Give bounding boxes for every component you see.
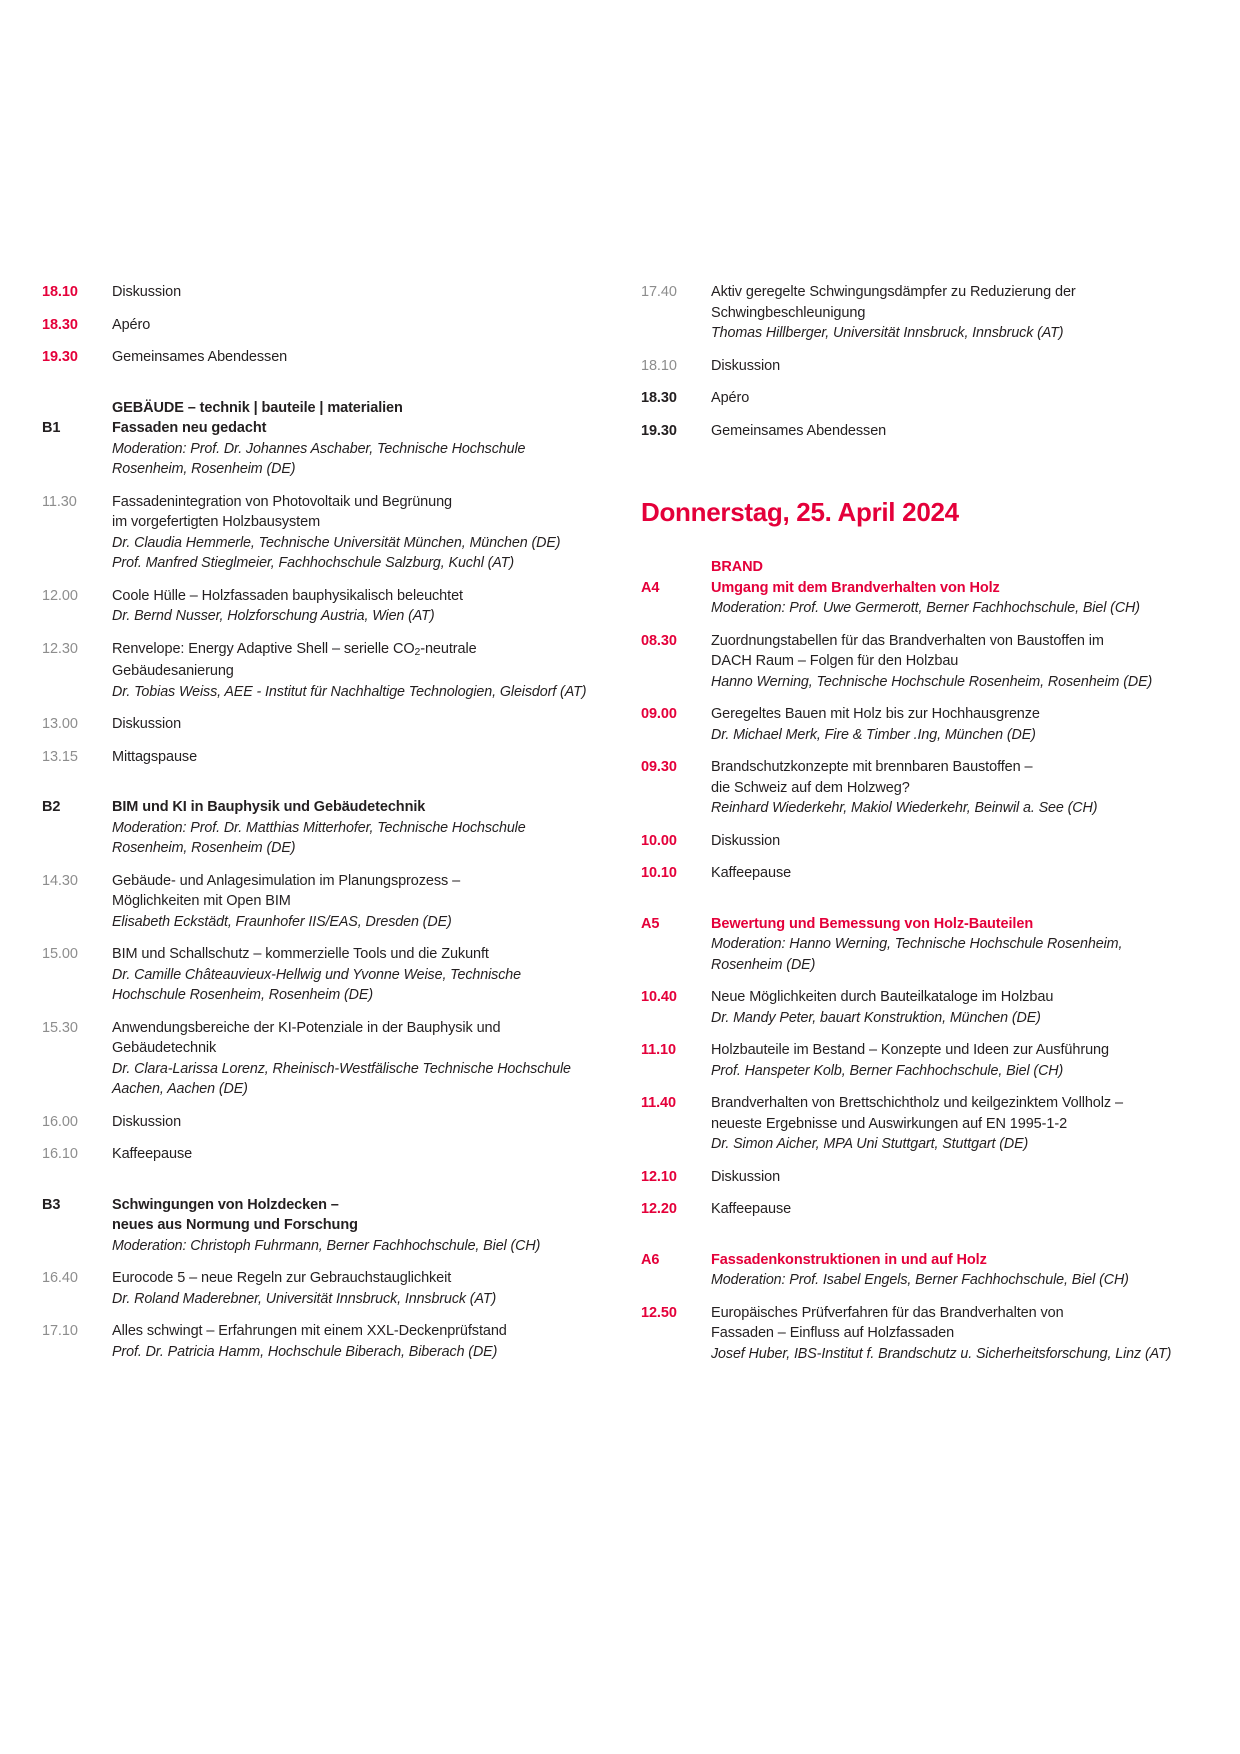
session-moderation: Moderation: Prof. Dr. Matthias Mitterhofer, Technische Hochschule Rosenheim, Rosenheim (DE) — [112, 819, 526, 856]
entry-time: 15.00 — [42, 946, 78, 962]
session-header-body — [112, 797, 598, 859]
entry-time: 10.10 — [641, 865, 677, 881]
session-title: Fassadenkonstruktionen in und auf Holz — [711, 1251, 987, 1268]
entry-title: Diskussion — [112, 1113, 182, 1130]
session-header-body — [711, 914, 1197, 976]
entry-time: 10.00 — [641, 832, 677, 849]
entry-time: 18.30 — [42, 316, 78, 333]
entry-time: 10.40 — [641, 989, 677, 1005]
entry-time: 15.30 — [42, 1019, 78, 1036]
entry-body — [112, 1268, 598, 1309]
entry-title: Fassaden – Einfluss auf Holzfassaden — [711, 1325, 955, 1341]
entry-title: Apéro — [112, 316, 151, 333]
program-entry — [42, 871, 598, 933]
entry-speaker: Dr. Michael Merk, Fire & Timber .Ing, München (DE) — [711, 726, 1036, 743]
entry-title: Gemeinsames Abendessen — [112, 349, 288, 365]
entry-speaker: Prof. Manfred Stieglmeier, Fachhochschule Salzburg, Kuchl (AT) — [112, 555, 514, 571]
session-track-label: GEBÄUDE – technik | bauteile | materialien — [112, 399, 403, 416]
entry-time: 18.30 — [641, 390, 677, 406]
entry-body — [112, 747, 598, 768]
entry-time: 12.00 — [42, 587, 78, 604]
entry-body — [711, 1199, 1197, 1220]
entry-body — [112, 714, 598, 735]
entry-title: BIM und Schallschutz – kommerzielle Tools und die Zukunft — [112, 946, 489, 962]
session-header-body — [711, 1250, 1197, 1291]
program-entry — [42, 1321, 598, 1362]
program-entry — [641, 704, 1197, 745]
entry-title: Coole Hülle – Holzfassaden bauphysikalisch beleuchtet — [112, 587, 463, 604]
session-code: A6 — [641, 1251, 660, 1268]
entry-title: Diskussion — [711, 832, 781, 849]
program-entry — [42, 282, 598, 303]
entry-title: Diskussion — [711, 1168, 781, 1185]
entry-body — [112, 944, 598, 1006]
session-title: Bewertung und Bemessung von Holz-Bauteilen — [711, 915, 1034, 932]
entry-speaker: Hanno Werning, Technische Hochschule Rosenheim, Rosenheim (DE) — [711, 673, 1153, 690]
entry-title: DACH Raum – Folgen für den Holzbau — [711, 653, 959, 669]
entry-time: 18.10 — [641, 357, 677, 374]
entry-title: Anwendungsbereiche der KI-Potenziale in der Bauphysik und — [112, 1019, 501, 1036]
entry-body — [711, 421, 1197, 442]
entry-title: Eurocode 5 – neue Regeln zur Gebrauchstauglichkeit — [112, 1270, 452, 1286]
entry-time: 12.30 — [42, 640, 78, 657]
program-entry — [641, 1167, 1197, 1188]
entry-time: 19.30 — [641, 422, 677, 439]
entry-speaker: Dr. Simon Aicher, MPA Uni Stuttgart, Stuttgart (DE) — [711, 1136, 1029, 1152]
entry-title: Alles schwingt – Erfahrungen mit einem XXL-Deckenprüfstand — [112, 1323, 507, 1339]
two-column-layout — [42, 282, 1198, 1376]
program-entry — [42, 1144, 598, 1165]
session-track-label: BRAND — [711, 559, 763, 575]
program-entry — [42, 492, 598, 574]
program-entry — [42, 1112, 598, 1133]
program-entry — [641, 282, 1197, 344]
entry-body — [711, 356, 1197, 377]
entry-title: im vorgefertigten Holzbausystem — [112, 514, 321, 530]
entry-time: 18.10 — [42, 284, 78, 300]
program-entry — [42, 714, 598, 735]
entry-body — [711, 1040, 1197, 1081]
session-moderation: Moderation: Prof. Uwe Germerott, Berner Fachhochschule, Biel (CH) — [711, 600, 1140, 616]
entry-title: Diskussion — [112, 716, 182, 732]
entry-time: 12.10 — [641, 1168, 677, 1185]
entry-title: Brandschutzkonzepte mit brennbaren Baustoffen – — [711, 759, 1033, 775]
session-title: Fassaden neu gedacht — [112, 420, 267, 436]
entry-speaker: Prof. Hanspeter Kolb, Berner Fachhochschule, Biel (CH) — [711, 1062, 1064, 1079]
entry-title: die Schweiz auf dem Holzweg? — [711, 779, 910, 796]
entry-title: Diskussion — [711, 357, 781, 374]
entry-body — [711, 1167, 1197, 1188]
entry-time: 13.00 — [42, 716, 78, 732]
entry-title: Schwingbeschleunigung — [711, 304, 866, 321]
entry-body — [711, 757, 1197, 819]
right-column — [641, 282, 1197, 1376]
entry-body — [711, 388, 1197, 409]
program-entry — [641, 1199, 1197, 1220]
entry-body — [711, 831, 1197, 852]
session-header — [641, 1250, 1197, 1291]
entry-speaker: Dr. Tobias Weiss, AEE - Institut für Nachhaltige Technologien, Gleisdorf (AT) — [112, 683, 587, 700]
session-code: B3 — [42, 1196, 61, 1213]
program-entry — [42, 1268, 598, 1309]
entry-time: 11.30 — [42, 493, 77, 510]
entry-title: Zuordnungstabellen für das Brandverhalten von Baustoffen im — [711, 632, 1104, 649]
entry-body — [112, 871, 598, 933]
entry-title: neueste Ergebnisse und Auswirkungen auf EN 1995-1-2 — [711, 1115, 1068, 1132]
session-code: A5 — [641, 915, 660, 932]
program-entry — [641, 863, 1197, 884]
entry-time: 13.15 — [42, 748, 78, 765]
program-entry — [42, 347, 598, 368]
session-title: Schwingungen von Holzdecken – — [112, 1196, 339, 1213]
entry-body — [112, 1144, 598, 1165]
entry-body — [711, 282, 1197, 344]
entry-title: Diskussion — [112, 284, 182, 300]
entry-title: Fassadenintegration von Photovoltaik und Begrünung — [112, 493, 453, 510]
entry-body — [711, 1093, 1197, 1155]
entry-speaker: Dr. Camille Châteauvieux-Hellwig und Yvonne Weise, Technische Hochschule Rosenheim, Rosenheim (DE) — [112, 966, 521, 1003]
session-header — [42, 797, 598, 859]
program-entry — [641, 1303, 1197, 1365]
entry-title: Apéro — [711, 390, 750, 406]
entry-time: 16.10 — [42, 1146, 78, 1162]
left-column — [42, 282, 598, 1376]
entry-body — [112, 315, 598, 336]
entry-time: 11.40 — [641, 1095, 676, 1111]
entry-title: Europäisches Prüfverfahren für das Brandverhalten von — [711, 1304, 1064, 1321]
program-entry — [641, 356, 1197, 377]
session-title: Umgang mit dem Brandverhalten von Holz — [711, 579, 1000, 596]
program-entry — [42, 586, 598, 627]
entry-body — [711, 704, 1197, 745]
entry-title: Brandverhalten von Brettschichtholz und keilgezinktem Vollholz – — [711, 1095, 1123, 1111]
entry-time: 16.00 — [42, 1113, 78, 1130]
entry-body — [112, 1321, 598, 1362]
entry-speaker: Reinhard Wiederkehr, Makiol Wiederkehr, Beinwil a. See (CH) — [711, 800, 1098, 816]
session-header-body — [711, 557, 1197, 619]
entry-time: 12.20 — [641, 1201, 677, 1217]
entry-time: 09.30 — [641, 759, 677, 775]
session-title: neues aus Normung und Forschung — [112, 1217, 358, 1233]
session-moderation: Moderation: Christoph Fuhrmann, Berner Fachhochschule, Biel (CH) — [112, 1237, 541, 1254]
session-header-body — [112, 1195, 598, 1257]
program-entry — [641, 388, 1197, 409]
entry-title: Geregeltes Bauen mit Holz bis zur Hochhausgrenze — [711, 706, 1040, 722]
entry-body — [711, 863, 1197, 884]
session-code: B1 — [42, 420, 61, 436]
entry-time: 14.30 — [42, 872, 78, 889]
entry-time: 17.10 — [42, 1323, 78, 1339]
entry-title: Kaffeepause — [711, 1201, 792, 1217]
entry-title: Gebäude- und Anlagesimulation im Planungsprozess – — [112, 872, 461, 889]
program-entry — [641, 1040, 1197, 1081]
session-header-body — [112, 398, 598, 480]
entry-title: Gemeinsames Abendessen — [711, 422, 887, 439]
program-entry — [641, 631, 1197, 693]
session-title: BIM und KI in Bauphysik und Gebäudetechnik — [112, 799, 426, 815]
left-closing-entries — [42, 282, 598, 368]
entry-title: Mittagspause — [112, 748, 198, 765]
entry-body — [112, 282, 598, 303]
session-header — [641, 914, 1197, 976]
session-code: B2 — [42, 799, 61, 815]
program-entry — [42, 315, 598, 336]
entry-speaker: Thomas Hillberger, Universität Innsbruck, Innsbruck (AT) — [711, 325, 1064, 341]
session-moderation: Moderation: Prof. Isabel Engels, Berner Fachhochschule, Biel (CH) — [711, 1272, 1129, 1288]
entry-speaker: Prof. Dr. Patricia Hamm, Hochschule Biberach, Biberach (DE) — [112, 1343, 498, 1360]
entry-speaker: Dr. Claudia Hemmerle, Technische Universität München, München (DE) — [112, 534, 561, 551]
entry-body — [112, 586, 598, 627]
entry-body — [112, 492, 598, 574]
right-sessions — [641, 557, 1197, 1364]
entry-body — [711, 631, 1197, 693]
entry-speaker: Dr. Clara-Larissa Lorenz, Rheinisch-Westfälische Technische Hochschule Aachen, Aachen (DE) — [112, 1060, 571, 1097]
entry-speaker: Josef Huber, IBS-Institut f. Brandschutz u. Sicherheitsforschung, Linz (AT) — [711, 1345, 1172, 1362]
entry-title: Aktiv geregelte Schwingungsdämpfer zu Reduzierung der — [711, 284, 1076, 300]
entry-speaker: Elisabeth Eckstädt, Fraunhofer IIS/EAS, Dresden (DE) — [112, 913, 452, 930]
session-header — [42, 1195, 598, 1257]
session-header — [42, 398, 598, 480]
entry-title: Kaffeepause — [711, 865, 792, 881]
program-entry — [641, 757, 1197, 819]
entry-time: 16.40 — [42, 1270, 78, 1286]
program-entry — [641, 421, 1197, 442]
session-moderation: Moderation: Hanno Werning, Technische Hochschule Rosenheim, Rosenheim (DE) — [711, 936, 1123, 973]
entry-title: Kaffeepause — [112, 1146, 193, 1162]
entry-speaker: Dr. Roland Maderebner, Universität Innsbruck, Innsbruck (AT) — [112, 1290, 497, 1307]
program-entry — [641, 1093, 1197, 1155]
entry-time: 19.30 — [42, 349, 78, 365]
program-entry — [42, 944, 598, 1006]
entry-speaker: Dr. Bernd Nusser, Holzforschung Austria, Wien (AT) — [112, 608, 435, 624]
entry-speaker: Dr. Mandy Peter, bauart Konstruktion, München (DE) — [711, 1009, 1041, 1026]
left-sessions — [42, 398, 598, 1363]
session-moderation: Moderation: Prof. Dr. Johannes Aschaber, Technische Hochschule Rosenheim, Rosenheim (DE) — [112, 440, 526, 477]
entry-title: Neue Möglichkeiten durch Bauteilkataloge im Holzbau — [711, 989, 1054, 1005]
entry-body — [711, 987, 1197, 1028]
program-entry — [641, 831, 1197, 852]
entry-time: 09.00 — [641, 706, 677, 722]
entry-title: Gebäudetechnik — [112, 1040, 217, 1056]
entry-title: Renvelope: Energy Adaptive Shell – serielle $CO_2$-neutrale Gebäudesanierung — [112, 640, 477, 679]
session-header — [641, 557, 1197, 619]
entry-body — [112, 347, 598, 368]
entry-time: 12.50 — [641, 1304, 677, 1321]
program-entry — [42, 1018, 598, 1100]
entry-title: Möglichkeiten mit Open BIM — [112, 893, 291, 909]
day-title-thursday: Donnerstag, 25. April 2024 — [641, 497, 959, 527]
program-entry — [641, 987, 1197, 1028]
entry-body — [711, 1303, 1197, 1365]
session-code: A4 — [641, 579, 660, 596]
entry-body — [112, 1018, 598, 1100]
entry-time: 08.30 — [641, 632, 677, 649]
program-entry — [42, 639, 598, 703]
right-closing-entries — [641, 282, 1197, 441]
entry-time: 17.40 — [641, 284, 677, 300]
program-entry — [42, 747, 598, 768]
entry-body — [112, 639, 598, 703]
entry-title: Holzbauteile im Bestand – Konzepte und Ideen zur Ausführung — [711, 1042, 1109, 1058]
entry-time: 11.10 — [641, 1042, 676, 1058]
entry-body — [112, 1112, 598, 1133]
